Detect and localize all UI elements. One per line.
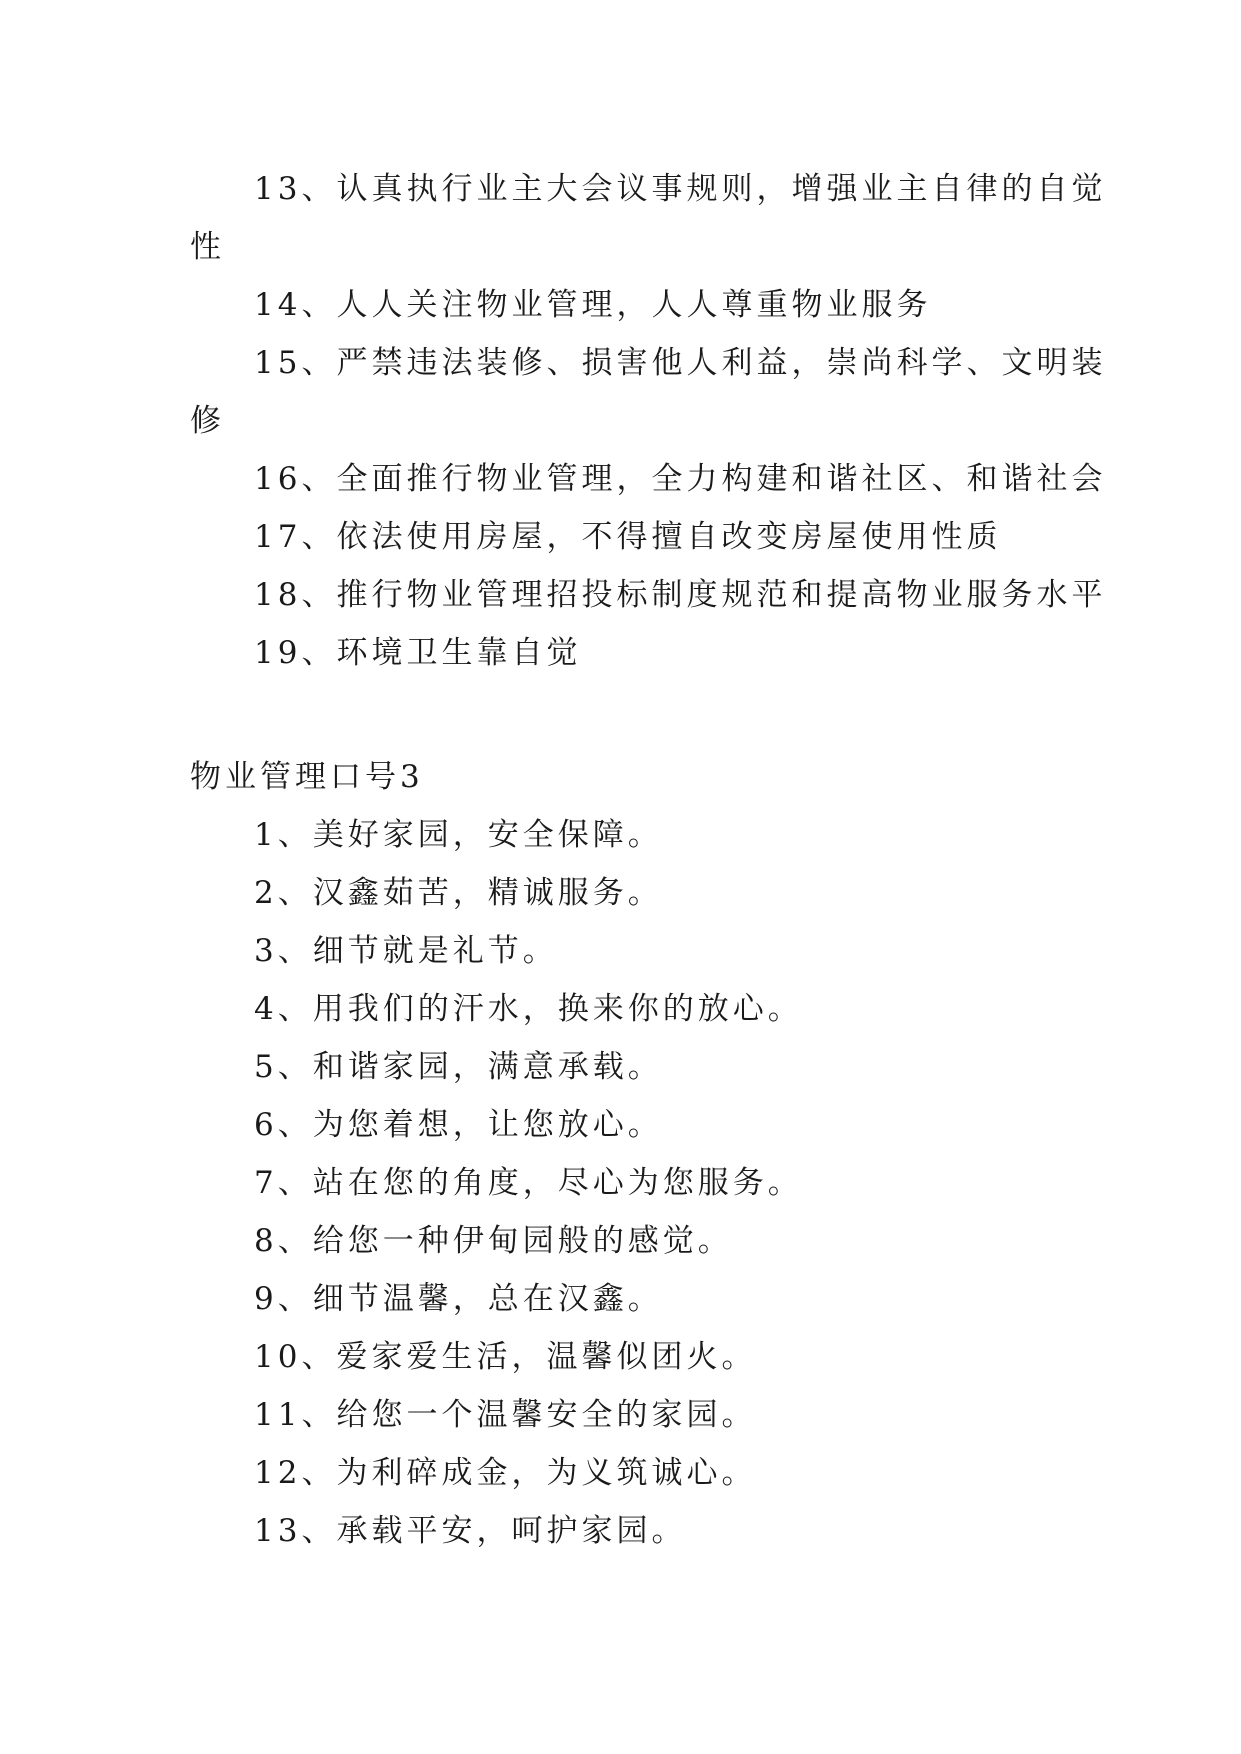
list-item: 9、细节温馨，总在汉鑫。 xyxy=(254,1281,663,1317)
list-item: 17、依法使用房屋，不得擅自改变房屋使用性质 xyxy=(254,519,1002,555)
list-item: 16、全面推行物业管理，全力构建和谐社区、和谐社会 xyxy=(254,461,1107,497)
list-item: 14、人人关注物业管理，人人尊重物业服务 xyxy=(254,287,932,323)
list-item: 10、爱家爱生活，温馨似团火。 xyxy=(254,1339,757,1375)
list-item: 3、细节就是礼节。 xyxy=(254,933,558,969)
list-item: 15、严禁违法装修、损害他人利益，崇尚科学、文明装 xyxy=(254,345,1107,381)
list-item: 7、站在您的角度，尽心为您服务。 xyxy=(254,1165,803,1201)
list-item: 4、用我们的汗水，换来你的放心。 xyxy=(254,991,803,1027)
list-item: 13、承载平安，呵护家园。 xyxy=(254,1513,687,1549)
section-heading: 物业管理口号3 xyxy=(190,759,424,795)
list-item: 19、环境卫生靠自觉 xyxy=(254,635,582,671)
list-item: 6、为您着想，让您放心。 xyxy=(254,1107,663,1143)
list-item: 5、和谐家园，满意承载。 xyxy=(254,1049,663,1085)
document-page xyxy=(190,0,1107,1754)
list-item-wrap: 性 xyxy=(190,229,225,265)
list-item: 12、为利碎成金，为义筑诚心。 xyxy=(254,1455,757,1491)
list-item-wrap: 修 xyxy=(190,403,225,439)
list-item: 1、美好家园，安全保障。 xyxy=(254,817,663,853)
list-item: 2、汉鑫茹苦，精诚服务。 xyxy=(254,875,663,911)
list-item: 11、给您一个温馨安全的家园。 xyxy=(254,1397,757,1433)
list-item: 18、推行物业管理招投标制度规范和提高物业服务水平 xyxy=(254,577,1107,613)
list-item: 13、认真执行业主大会议事规则，增强业主自律的自觉 xyxy=(254,171,1107,207)
slogan-list xyxy=(190,806,1050,1560)
list-item: 8、给您一种伊甸园般的感觉。 xyxy=(254,1223,733,1259)
slogan-list-continued xyxy=(190,160,1107,682)
